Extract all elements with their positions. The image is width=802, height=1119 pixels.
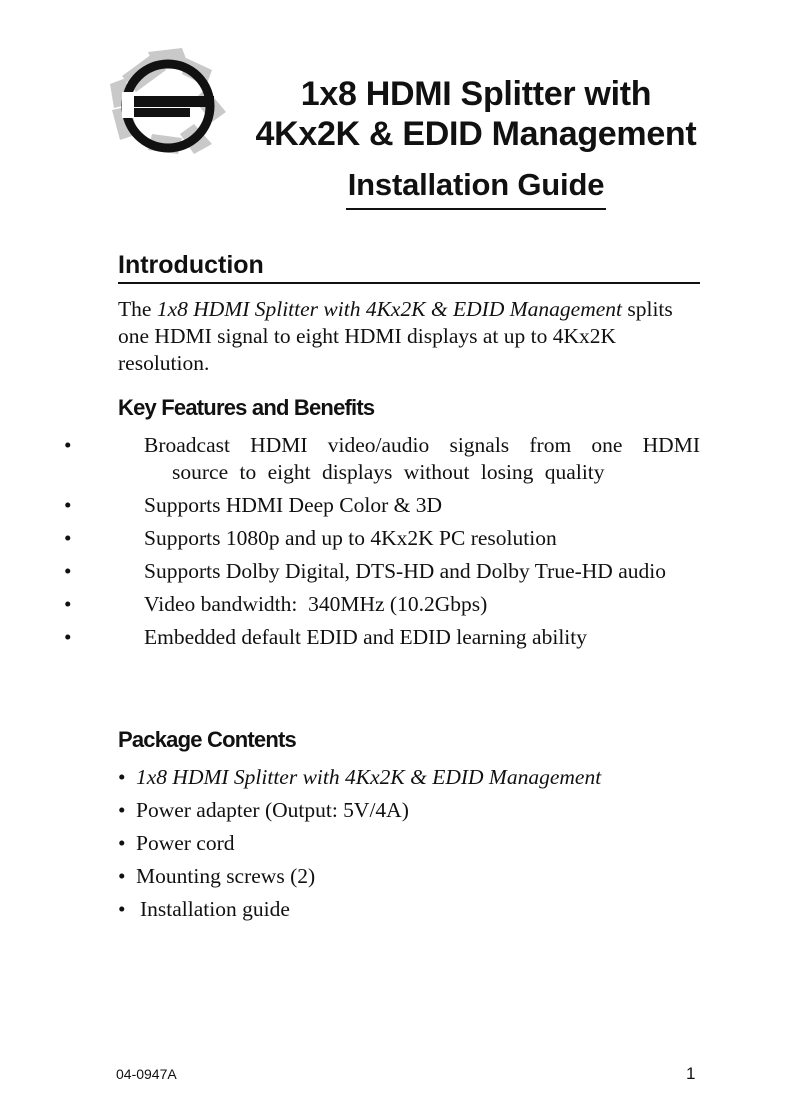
bullet: •: [64, 526, 72, 550]
intro-text-prefix: The: [118, 297, 157, 321]
document-title-line-1: 1x8 HDMI Splitter with: [300, 75, 652, 113]
list-item: [64, 492, 700, 519]
key-features-heading: Key Features and Benefits: [118, 395, 375, 420]
package-item-text: Power adapter (Output: 5V/4A): [136, 798, 409, 822]
list-item: [118, 797, 700, 824]
package-contents-list: [118, 764, 700, 929]
intro-text-suffix: splits one HDMI signal to eight HDMI displays at up to 4Kx2K resolution.: [118, 297, 673, 375]
feature-text: Supports HDMI Deep Color & 3D: [144, 493, 442, 517]
list-item: [64, 525, 700, 552]
list-item: [118, 830, 700, 857]
list-item: [118, 896, 700, 923]
list-item: [64, 432, 700, 486]
list-item: [64, 624, 700, 651]
bullet: •: [64, 592, 72, 616]
document-title-line-2: 4Kx2K & EDID Management: [255, 115, 697, 153]
introduction-paragraph: [118, 296, 700, 377]
list-item: [64, 558, 700, 585]
package-contents-heading: Package Contents: [118, 727, 296, 752]
feature-text: Video bandwidth: 340MHz (10.2Gbps): [144, 592, 488, 616]
brand-logo-icon: [108, 48, 230, 156]
intro-product-name: 1x8 HDMI Splitter with 4Kx2K & EDID Management: [156, 297, 622, 321]
introduction-heading: Introduction: [118, 250, 700, 284]
package-item-text: 1x8 HDMI Splitter with 4Kx2K & EDID Management: [136, 765, 602, 789]
bullet: •: [64, 433, 72, 457]
document-subtitle: Installation Guide: [346, 166, 606, 210]
title-block: [238, 74, 714, 210]
feature-text: Supports Dolby Digital, DTS-HD and Dolby True-HD audio: [144, 559, 666, 583]
bullet: •: [64, 559, 72, 583]
feature-text: Embedded default EDID and EDID learning ability: [144, 625, 587, 649]
feature-text: Supports 1080p and up to 4Kx2K PC resolution: [144, 526, 557, 550]
package-item-text: Mounting screws (2): [136, 864, 316, 888]
document-code: 04-0947A: [116, 1066, 177, 1082]
bullet: •: [64, 493, 72, 517]
bullet: •: [64, 625, 72, 649]
bullet: •: [118, 798, 126, 822]
list-item: [64, 591, 700, 618]
bullet: •: [118, 765, 126, 789]
list-item: [118, 863, 700, 890]
package-item-text: Power cord: [136, 831, 235, 855]
bullet: •: [118, 831, 126, 855]
feature-text: Broadcast HDMI video/audio signals from one HDMI source to eight displays without losing quality: [144, 433, 700, 484]
package-item-text: Installation guide: [140, 897, 290, 921]
page-number: 1: [686, 1064, 696, 1083]
bullet: •: [118, 897, 126, 921]
key-features-list: [64, 432, 700, 657]
list-item: [118, 764, 700, 791]
bullet: •: [118, 864, 126, 888]
